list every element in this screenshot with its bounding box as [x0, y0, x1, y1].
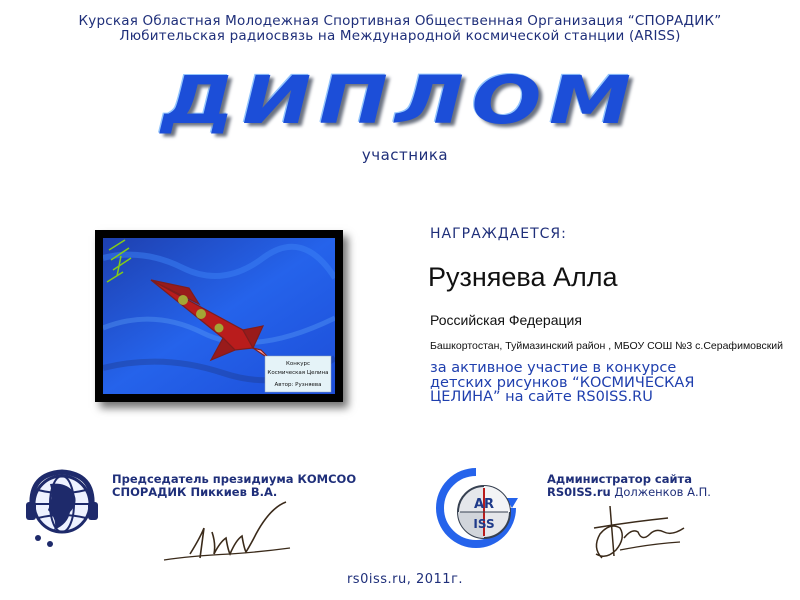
admin-title: Администратор сайта [547, 472, 692, 486]
awarded-heading: НАГРАЖДАЕТСЯ: [430, 226, 567, 242]
program-name: Любительская радиосвязь на Международной космической станции (ARISS) [119, 28, 681, 44]
award-reason-line: детских рисунков “КОСМИЧЕСКАЯ [430, 374, 695, 391]
admin-site: RS0ISS.ru [547, 485, 611, 499]
award-reason-line: ЦЕЛИНА” на сайте RS0ISS.RU [430, 389, 653, 405]
diploma-subtitle: участника [361, 146, 449, 164]
recipient-country: Российская Федерация [430, 312, 582, 328]
ariss-logo-text-top: AR [473, 497, 495, 512]
footer-site-year: rs0iss.ru, 2011г. [346, 572, 464, 587]
chair-signature [160, 498, 300, 568]
ariss-logo-icon [432, 464, 520, 552]
award-reason-line: за активное участие в конкурсе [430, 360, 677, 376]
artwork-label-author: Автор: Рузняева [274, 382, 322, 388]
organization-name: Курская Областная Молодежная Спортивная Общественная Организация “СПОРАДИК” [78, 13, 722, 29]
artwork-frame [95, 230, 343, 402]
artwork-label-line2: Космическая Целина [267, 370, 329, 376]
rocket-drawing [103, 238, 335, 394]
artwork-label-line1: Конкурс [286, 361, 310, 367]
chair-title: Председатель президиума КОМСОО [112, 472, 357, 486]
sporadik-globe-icon [24, 466, 100, 550]
recipient-name: Рузняева Алла [428, 262, 618, 292]
admin-signature [580, 498, 690, 568]
admin-signatory [547, 473, 711, 499]
chair-name: СПОРАДИК Пиккиев В.А. [112, 485, 278, 499]
chair-signatory [112, 473, 356, 499]
recipient-location: Башкортостан, Туймазинский район , МБОУ СОШ №3 с.Серафимовский [430, 340, 784, 352]
diploma-title: ДИПЛОМ [161, 62, 639, 139]
award-reason [430, 361, 790, 405]
ariss-logo-text-bottom: ISS [473, 517, 495, 531]
admin-name: Долженков А.П. [610, 485, 711, 499]
